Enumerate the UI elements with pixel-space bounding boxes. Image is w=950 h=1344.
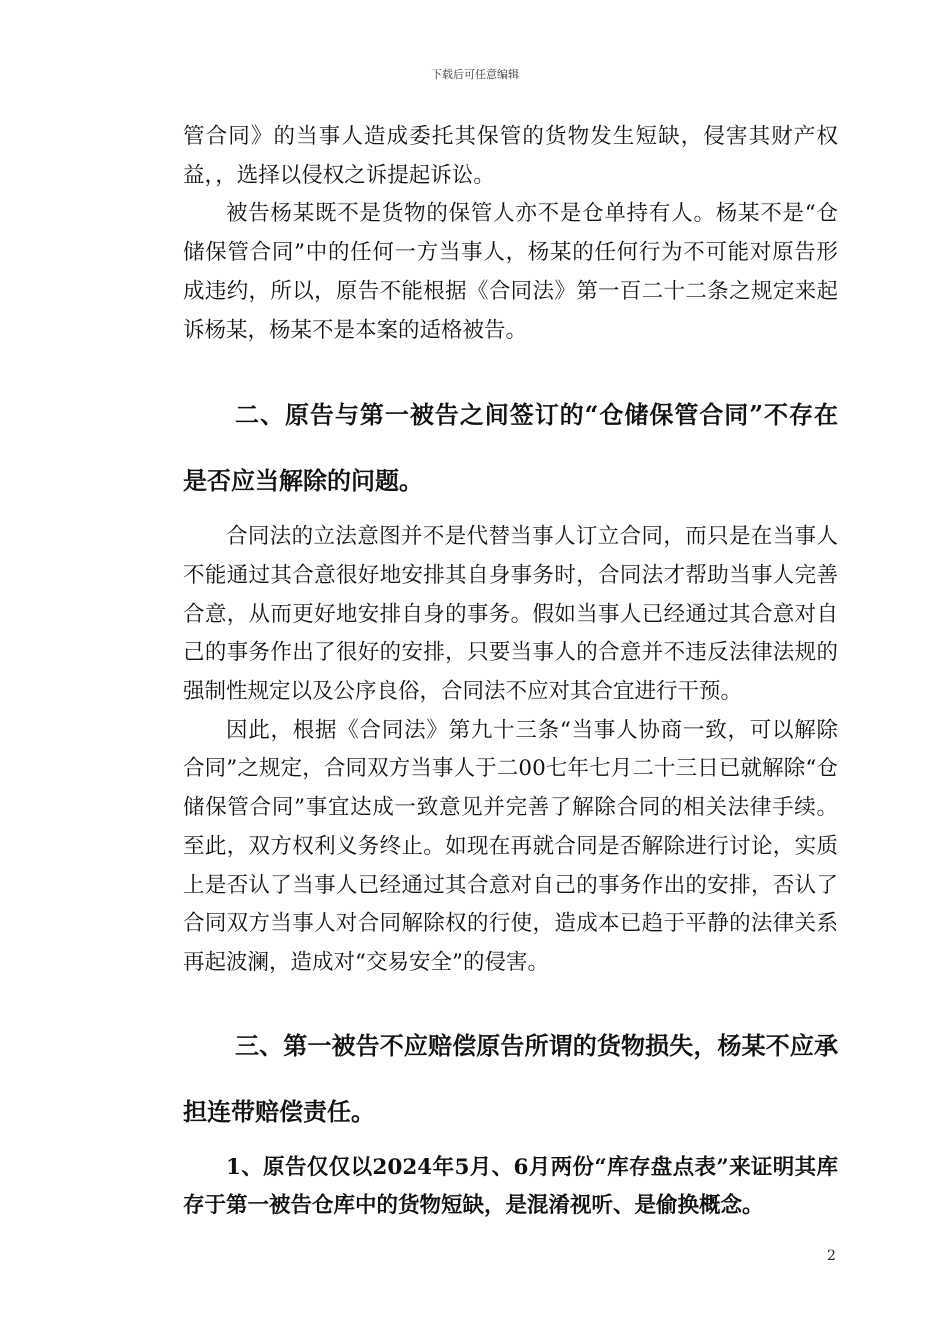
section-heading-2: 二、原告与第一被告之间签订的“仓储保管合同”不存在是否应当解除的问题。	[183, 400, 838, 496]
paragraph-5: 1、原告仅仅以2024年5月、6月两份“库存盘点表”来证明其库存于第一被告仓库中的货物短缺，是混淆视听、是偷换概念。	[183, 1154, 838, 1219]
document-body	[183, 118, 838, 1226]
paragraph-2: 被告杨某既不是货物的保管人亦不是仓单持有人。杨某不是“仓储保管合同”中的任何一方当事人，杨某的任何行为不可能对原告形成违约，所以，原告不能根据《合同法》第一百二十二条之规定来起诉杨某，杨某不是本案的适格被告。	[183, 201, 838, 343]
page-number: 2	[827, 1248, 836, 1264]
paragraph-4: 因此，根据《合同法》第九十三条“当事人协商一致，可以解除合同”之规定，合同双方当事人于二00七年七月二十三日已就解除“仓储保管合同”事宜达成一致意见并完善了解除合同的相关法律手续。至此，双方权利义务终止。如现在再就合同是否解除进行讨论，实质上是否认了当事人已经通过其合意对自己的事务作出的安排，否认了合同双方当事人对合同解除权的行使，造成本已趋于平静的法律关系再起波澜，造成对“交易安全”的侵害。	[183, 717, 838, 975]
paragraph-1: 管合同》的当事人造成委托其保管的货物发生短缺，侵害其财产权益，，选择以侵权之诉提起诉讼。	[183, 124, 838, 188]
section-heading-3: 三、第一被告不应赔偿原告所谓的货物损失，杨某不应承担连带赔偿责任。	[183, 1030, 838, 1126]
paragraph-3: 合同法的立法意图并不是代替当事人订立合同，而只是在当事人不能通过其合意很好地安排其自身事务时，合同法才帮助当事人完善合意，从而更好地安排自身的事务。假如当事人已经通过其合意对自己的事务作出了很好的安排，只要当事人的合意并不违反法律法规的强制性规定以及公序良俗，合同法不应对其合宜进行干预。	[183, 524, 838, 705]
header-note: 下载后可任意编辑	[431, 68, 519, 81]
